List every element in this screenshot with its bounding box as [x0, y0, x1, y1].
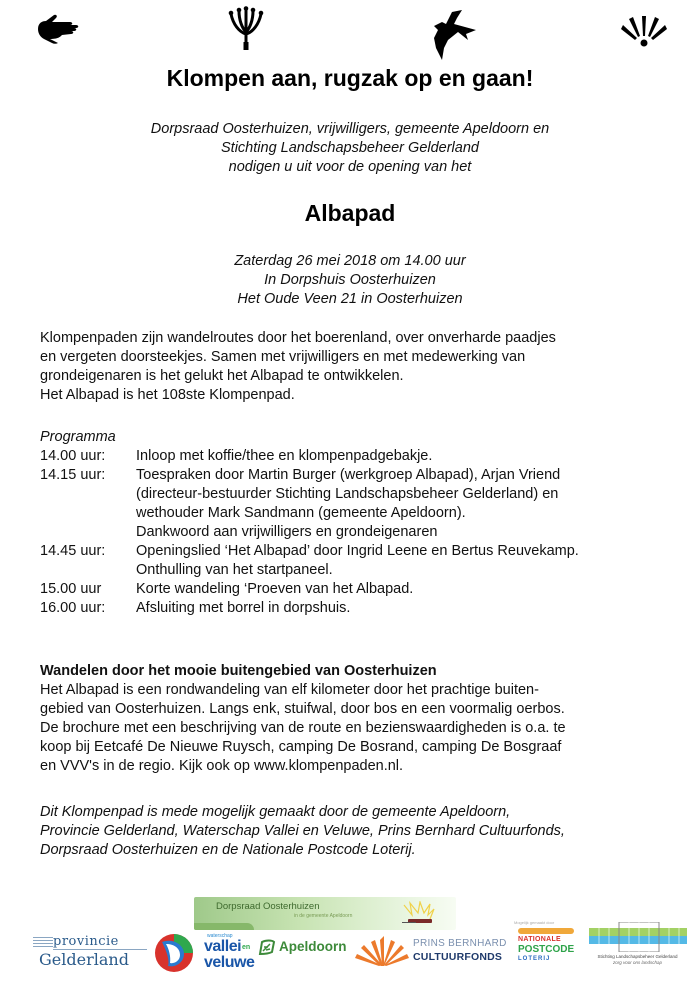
apeldoorn-logo [258, 938, 348, 958]
sponsors-note [40, 803, 680, 860]
nationale-postcode-loterij-logo [512, 920, 582, 970]
invitation-intro [0, 120, 700, 177]
logo-lines [33, 937, 53, 949]
intro-line: Dorpsraad Oosterhuizen, vrijwilligers, gemeente Apeldoorn en [150, 121, 550, 137]
leaf-icon [258, 939, 276, 961]
sponsors-line: Dit Klompenpad is mede mogelijk gemaakt door de gemeente Apeldoorn, [40, 804, 511, 820]
programme-line: Openingslied ‘Het Albapad’ door Ingrid Leene en Bertus Reuvekamp. [136, 543, 579, 559]
event-venue: In Dorpshuis Oosterhuizen [264, 272, 436, 288]
programme-description [136, 599, 680, 618]
landschapsbeheer-tagline: zorg voor ons landschap [612, 960, 663, 965]
intro-paragraph [40, 329, 680, 405]
programme-time: 14.45 uur: [40, 543, 106, 559]
event-date: Zaterdag 26 mei 2018 om 14.00 uur [234, 253, 466, 269]
section-heading: Wandelen door het mooie buitengebied van Oosterhuizen [40, 663, 437, 679]
cultuurfonds-text: CULTUURFONDS [413, 951, 503, 963]
hand-icon [36, 13, 80, 45]
programme-time: 15.00 uur [40, 581, 102, 597]
paragraph-line: Klompenpaden zijn wandelroutes door het boerenland, over onverharde paadjes [40, 330, 556, 346]
paragraph-line: Het Albapad is het 108ste Klompenpad. [40, 387, 295, 403]
programme-description [136, 580, 680, 599]
veluwe-text: veluwe [204, 954, 255, 971]
intro-line: Stichting Landschapsbeheer Gelderland [221, 140, 479, 156]
programme-line: wethouder Mark Sandmann (gemeente Apeldoorn). [136, 505, 466, 521]
intro-line: nodigen u uit voor de opening van het [228, 159, 472, 175]
event-address: Het Oude Veen 21 in Oosterhuizen [237, 291, 463, 307]
section-line: gebied van Oosterhuizen. Langs enk, stuifwal, door bos en een voormalig oerbos. [40, 701, 565, 717]
tree-icon [227, 6, 265, 50]
prins-bernhard-text: PRINS BERNHARD [413, 938, 507, 949]
programme-line: Onthulling van het startpaneel. [136, 562, 333, 578]
programme-description [136, 542, 680, 580]
landscape-icon [589, 922, 687, 957]
programme-item [40, 580, 680, 599]
programme-time: 16.00 uur: [40, 600, 106, 616]
made-possible-text: Mogelijk gemaakt door [514, 920, 555, 925]
landschapsbeheer-text: Stichting Landschapsbeheer Gelderland [597, 954, 678, 959]
prins-bernhard-cultuurfonds-logo [353, 932, 513, 970]
programme-line: Korte wandeling ‘Proeven van het Albapad. [136, 581, 414, 597]
sponsors-line: Dorpsraad Oosterhuizen en de Nationale Postcode Loterij. [40, 842, 416, 858]
paragraph-line: grondeigenaren is het gelukt het Albapad te ontwikkelen. [40, 368, 404, 384]
programme-line: Dankwoord aan vrijwilligers en grondeigenaren [136, 524, 438, 540]
section-line: koop bij Eetcafé De Nieuwe Ruysch, camping De Bosrand, camping De Bosgraaf [40, 739, 562, 755]
provincie-text: provincie [53, 934, 119, 949]
en-text: en [242, 944, 251, 951]
section-line: Het Albapad is een rondwandeling van elf kilometer door het prachtige buiten- [40, 682, 539, 698]
programme-item [40, 599, 680, 618]
programme-item [40, 466, 680, 542]
sun-icon [400, 901, 436, 930]
programme-line: Toespraken door Martin Burger (werkgroep Albapad), Arjan Vriend [136, 467, 561, 483]
event-details [0, 252, 700, 309]
vallei-text: vallei [204, 938, 242, 955]
drop-icon [152, 932, 196, 979]
programme-line: Afsluiting met borrel in dorpshuis. [136, 600, 351, 616]
dorpsraad-logo [194, 897, 456, 930]
programme-item [40, 447, 680, 466]
waterschap-vallei-veluwe-logo [152, 930, 255, 976]
gelderland-text: Gelderland [39, 950, 129, 969]
sponsors-line: Provincie Gelderland, Waterschap Vallei en Veluwe, Prins Bernhard Cultuurfonds, [40, 823, 565, 839]
flame-icon [353, 934, 411, 973]
bird-icon [432, 8, 478, 62]
section-line: en VVV's in de regio. Kijk ook op www.klompenpaden.nl. [40, 758, 404, 774]
waterschap-text: waterschap [207, 933, 233, 939]
apeldoorn-text: Apeldoorn [279, 939, 347, 954]
nationale-text: NATIONALE [518, 936, 562, 943]
programme [40, 428, 680, 618]
programme-item [40, 542, 680, 580]
dorpsraad-sub: in de gemeente Apeldoorn [294, 913, 353, 919]
programme-line: (directeur-bestuurder Stichting Landschapsbeheer Gelderland) en [136, 486, 559, 502]
programme-description [136, 466, 680, 542]
banner-decoration [194, 923, 254, 930]
dorpsraad-name: Dorpsraad Oosterhuizen [216, 901, 320, 912]
logo-band [518, 928, 574, 934]
programme-time: 14.00 uur: [40, 448, 106, 464]
event-name: Albapad [304, 200, 396, 226]
paragraph-line: en vergeten doorsteekjes. Samen met vrijwilligers en met medewerking van [40, 349, 526, 365]
programme-line: Inloop met koffie/thee en klompenpadgebakje. [136, 448, 433, 464]
shell-icon [620, 14, 668, 48]
page-title: Klompen aan, rugzak op en gaan! [166, 65, 534, 91]
section-line: De brochure met een beschrijving van de route en bezienswaardigheden is o.a. te [40, 720, 566, 736]
provincie-gelderland-logo [33, 934, 141, 974]
loterij-text: LOTERIJ [518, 956, 551, 962]
walking-section [40, 662, 680, 776]
programme-time: 14.15 uur: [40, 467, 106, 483]
landschapsbeheer-gelderland-logo [585, 922, 690, 972]
programme-description [136, 447, 680, 466]
postcode-text: POSTCODE [518, 944, 575, 955]
programme-heading: Programma [40, 429, 116, 445]
